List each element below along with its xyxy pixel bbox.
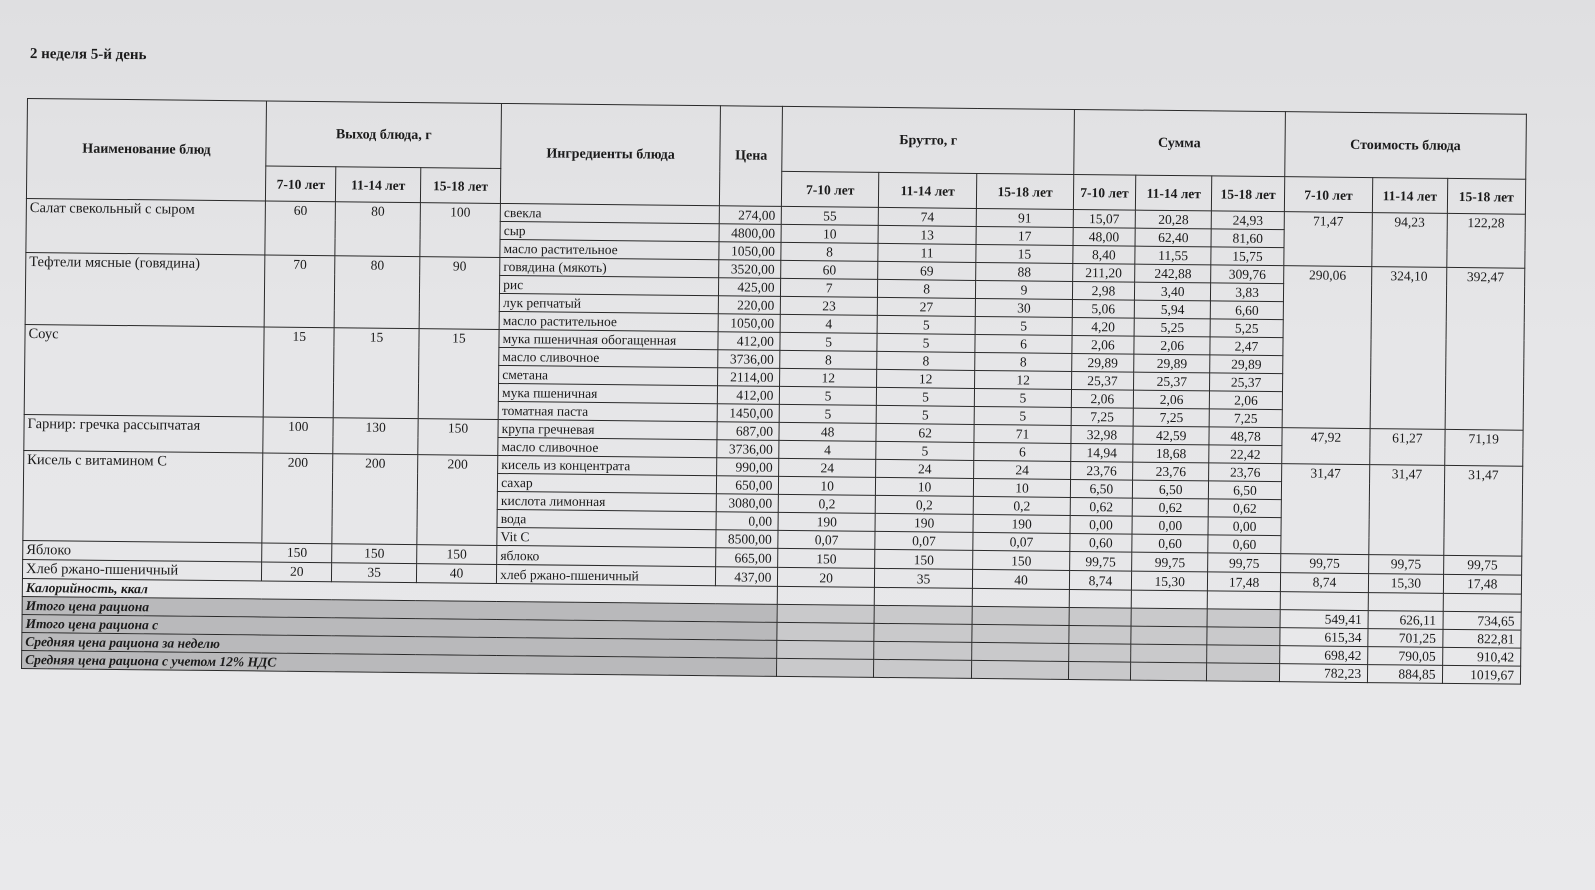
brutto-value: 6: [974, 442, 1071, 461]
ingredient-name: хлеб ржано-пшеничный: [497, 564, 716, 585]
summary-empty: [777, 658, 874, 677]
ingredient-price: 990,00: [717, 458, 779, 477]
dish-cost: 122,28: [1446, 213, 1525, 268]
brutto-value: 190: [973, 514, 1070, 533]
header-age-7-10: 7-10 лет: [1073, 174, 1136, 210]
ingredient-name: масло сливочное: [499, 347, 718, 367]
sum-value: 7,25: [1133, 408, 1210, 427]
sum-value: 211,20: [1072, 263, 1134, 282]
dish-yield: 200: [332, 454, 417, 545]
brutto-value: 62: [876, 423, 975, 442]
sum-value: 48,00: [1073, 227, 1135, 246]
sum-value: 42,59: [1133, 426, 1210, 445]
ingredient-name: сахар: [498, 473, 717, 493]
summary-empty: [873, 659, 972, 678]
sum-value: 5,25: [1134, 318, 1211, 337]
ingredient-price: 412,00: [717, 386, 779, 405]
brutto-value: 35: [874, 568, 973, 588]
header-cost: Стоимость блюда: [1284, 112, 1526, 180]
ingredient-name: говядина (мякоть): [500, 257, 719, 277]
brutto-value: 13: [878, 225, 977, 244]
brutto-value: 91: [977, 208, 1074, 227]
sum-value: 15,30: [1131, 571, 1208, 591]
summary-value: [1368, 593, 1443, 612]
sum-value: 32,98: [1071, 425, 1133, 444]
brutto-value: 5: [974, 406, 1071, 425]
sum-value: 0,60: [1208, 535, 1281, 554]
dish-cost: 17,48: [1443, 574, 1522, 594]
dish-name: Гарнир: гречка рассыпчатая: [24, 414, 263, 453]
dish-cost: 61,27: [1370, 429, 1445, 466]
ingredient-price: 412,00: [718, 332, 780, 351]
summary-empty: [1208, 591, 1281, 610]
dish-yield: 100: [263, 417, 334, 454]
sum-value: 24,93: [1212, 211, 1285, 230]
brutto-value: 10: [781, 224, 878, 243]
dish-cost: 99,75: [1443, 555, 1522, 575]
summary-value: 1019,67: [1442, 665, 1521, 684]
ingredient-name: масло растительное: [500, 239, 719, 259]
summary-empty: [1069, 625, 1131, 644]
sum-value: 0,60: [1132, 534, 1209, 553]
ingredient-name: свекла: [500, 203, 719, 223]
summary-value: 790,05: [1368, 647, 1443, 666]
brutto-value: 60: [781, 260, 878, 279]
sum-value: 15,75: [1211, 247, 1284, 266]
ingredient-name: рис: [500, 275, 719, 295]
ingredient-price: 650,00: [717, 476, 779, 495]
summary-value: 626,11: [1368, 611, 1443, 630]
header-age-7-10: 7-10 лет: [266, 166, 337, 202]
sum-value: 8,74: [1069, 570, 1131, 590]
ingredient-price: 3736,00: [717, 440, 779, 459]
ingredient-name: лук репчатый: [499, 293, 718, 313]
dish-cost: 15,30: [1369, 574, 1444, 594]
dish-yield: 130: [333, 418, 418, 455]
sum-value: 22,42: [1209, 445, 1282, 464]
brutto-value: 190: [778, 512, 875, 531]
ingredient-price: 3080,00: [716, 494, 778, 513]
brutto-value: 0,07: [875, 531, 974, 550]
ingredient-price: 665,00: [716, 548, 778, 568]
brutto-value: 55: [782, 206, 879, 225]
dish-cost: 99,75: [1280, 554, 1369, 574]
header-age-11-14: 11-14 лет: [1373, 178, 1448, 214]
ingredient-price: 0,00: [716, 512, 778, 531]
summary-empty: [874, 605, 973, 624]
dish-name: Яблоко: [23, 540, 262, 562]
summary-body: [22, 578, 1522, 684]
brutto-value: 0,07: [778, 530, 875, 549]
brutto-value: 7: [781, 278, 878, 297]
brutto-value: 5: [876, 405, 975, 424]
summary-empty: [777, 604, 874, 623]
brutto-value: 0,2: [974, 496, 1071, 515]
ingredient-price: 425,00: [719, 278, 781, 297]
summary-empty: [778, 586, 875, 605]
dish-name: Хлеб ржано-пшеничный: [22, 559, 261, 581]
sum-value: 7,25: [1210, 409, 1283, 428]
sum-value: 0,00: [1132, 516, 1209, 535]
dish-yield: 90: [419, 257, 500, 330]
summary-value: 782,23: [1279, 664, 1368, 683]
header-age-11-14: 11-14 лет: [336, 167, 421, 203]
ingredient-name: Vit C: [497, 527, 716, 547]
dish-yield: 35: [332, 563, 417, 583]
brutto-value: 10: [974, 478, 1071, 497]
ingredient-name: вода: [497, 509, 716, 529]
sum-value: 6,50: [1070, 479, 1132, 498]
header-dish-name: Наименование блюд: [26, 99, 266, 201]
summary-empty: [777, 622, 874, 641]
brutto-value: 24: [779, 458, 876, 477]
brutto-value: 5: [877, 315, 976, 334]
brutto-value: 17: [976, 226, 1073, 245]
summary-value: 615,34: [1280, 628, 1369, 647]
brutto-value: 5: [975, 388, 1072, 407]
brutto-value: 5: [877, 333, 976, 352]
summary-empty: [874, 623, 973, 642]
brutto-value: 74: [878, 207, 977, 226]
sum-value: 25,37: [1210, 373, 1283, 392]
brutto-value: 5: [975, 316, 1072, 335]
ingredient-price: 3736,00: [718, 350, 780, 369]
brutto-value: 190: [875, 513, 974, 532]
brutto-value: 40: [973, 569, 1070, 589]
brutto-value: 88: [976, 262, 1073, 281]
dish-yield: 200: [417, 455, 498, 546]
brutto-value: 8: [975, 352, 1072, 371]
ingredient-price: 220,00: [718, 296, 780, 315]
brutto-value: 0,2: [779, 494, 876, 513]
dish-yield: 150: [418, 419, 499, 456]
brutto-value: 12: [975, 370, 1072, 389]
brutto-value: 5: [780, 404, 877, 423]
dish-yield: 15: [418, 329, 499, 420]
sum-value: 15,07: [1073, 209, 1135, 228]
summary-value: 701,25: [1368, 629, 1443, 648]
sum-value: 81,60: [1211, 229, 1284, 248]
sum-value: 99,75: [1132, 552, 1209, 572]
ingredient-price: 4800,00: [719, 224, 781, 243]
brutto-value: 27: [877, 297, 976, 316]
brutto-value: 8: [780, 350, 877, 369]
summary-label: Итого цена рациона: [22, 596, 778, 622]
header-age-11-14: 11-14 лет: [1135, 175, 1212, 211]
ingredient-name: кислота лимонная: [497, 491, 716, 511]
header-age-15-18: 15-18 лет: [1212, 176, 1285, 212]
dish-cost: 31,47: [1443, 465, 1522, 556]
dish-yield: 150: [416, 545, 497, 565]
sum-value: 0,60: [1070, 533, 1132, 552]
sum-value: 29,89: [1134, 354, 1211, 373]
dish-name: Соус: [24, 324, 264, 416]
brutto-value: 15: [976, 244, 1073, 263]
summary-empty: [972, 624, 1069, 643]
sum-value: 18,68: [1133, 444, 1210, 463]
sum-value: 25,37: [1134, 372, 1211, 391]
brutto-value: 0,07: [973, 532, 1070, 551]
summary-label: Средняя цена рациона за неделю: [22, 632, 778, 658]
sum-value: 17,48: [1208, 572, 1281, 592]
summary-empty: [1207, 645, 1280, 664]
sum-value: 5,94: [1134, 300, 1211, 319]
header-price: Цена: [720, 106, 783, 207]
sum-value: 4,20: [1072, 317, 1134, 336]
dish-yield: 15: [263, 327, 334, 418]
ingredient-price: 1050,00: [718, 314, 780, 333]
summary-value: 734,65: [1443, 611, 1522, 630]
brutto-value: 24: [974, 460, 1071, 479]
summary-empty: [972, 606, 1069, 625]
ingredient-name: сметана: [499, 365, 718, 385]
brutto-value: 24: [875, 459, 974, 478]
dish-cost: 324,10: [1370, 267, 1446, 430]
summary-empty: [972, 642, 1069, 661]
ingredient-price: 8500,00: [716, 530, 778, 549]
brutto-value: 10: [875, 477, 974, 496]
summary-value: 822,81: [1442, 629, 1521, 648]
summary-empty: [1131, 662, 1208, 681]
dish-cost: 392,47: [1445, 267, 1525, 430]
sum-value: 0,00: [1070, 515, 1132, 534]
sum-value: 0,00: [1208, 517, 1281, 536]
sum-value: 8,40: [1073, 245, 1135, 264]
sum-value: 2,06: [1133, 390, 1210, 409]
sum-value: 14,94: [1071, 443, 1133, 462]
summary-empty: [1068, 661, 1130, 680]
brutto-value: 5: [876, 387, 975, 406]
dish-name: Кисель с витамином С: [23, 450, 263, 542]
dish-yield: 80: [335, 202, 420, 257]
brutto-value: 150: [973, 550, 1070, 570]
ingredient-name: кисель из концентрата: [498, 455, 717, 475]
dish-yield: 150: [332, 544, 417, 564]
summary-value: [1443, 593, 1522, 612]
brutto-value: 4: [781, 314, 878, 333]
summary-empty: [1069, 589, 1131, 608]
brutto-value: 20: [778, 567, 875, 587]
summary-empty: [874, 641, 973, 660]
summary-empty: [973, 588, 1070, 607]
ingredient-name: масло сливочное: [498, 437, 717, 457]
sum-value: 6,60: [1211, 301, 1284, 320]
brutto-value: 12: [876, 369, 975, 388]
sum-value: 2,47: [1210, 337, 1283, 356]
sum-value: 2,06: [1134, 336, 1211, 355]
dish-name: Тефтели мясные (говядина): [25, 252, 265, 326]
sum-value: 242,88: [1135, 264, 1212, 283]
sum-value: 0,62: [1209, 499, 1282, 518]
brutto-value: 8: [781, 242, 878, 261]
brutto-value: 48: [779, 422, 876, 441]
menu-body: [22, 198, 1525, 594]
dish-yield: 80: [335, 256, 420, 329]
summary-empty: [777, 640, 874, 659]
sum-value: 3,40: [1135, 282, 1212, 301]
sum-value: 29,89: [1071, 353, 1133, 372]
brutto-value: 8: [877, 279, 976, 298]
sum-value: 2,06: [1071, 389, 1133, 408]
dish-cost: 8,74: [1280, 573, 1369, 593]
dish-name: Салат свекольный с сыром: [26, 198, 266, 255]
summary-value: 698,42: [1279, 646, 1368, 665]
sum-value: 23,76: [1209, 463, 1282, 482]
dish-cost: 290,06: [1282, 266, 1372, 429]
brutto-value: 150: [874, 549, 973, 569]
brutto-value: 23: [781, 296, 878, 315]
menu-sheet: [21, 98, 1527, 685]
summary-empty: [1131, 626, 1208, 645]
header-sum: Сумма: [1074, 109, 1286, 176]
ingredient-name: мука пшеничная обогащенная: [499, 329, 718, 349]
ingredient-name: сыр: [500, 221, 719, 241]
sum-value: 2,98: [1072, 281, 1134, 300]
summary-empty: [874, 587, 973, 606]
brutto-value: 69: [878, 261, 977, 280]
summary-empty: [1069, 607, 1131, 626]
brutto-value: 5: [780, 386, 877, 405]
menu-table: [21, 98, 1527, 685]
brutto-value: 12: [780, 368, 877, 387]
brutto-value: 30: [976, 298, 1073, 317]
brutto-value: 9: [976, 280, 1073, 299]
dish-yield: 60: [265, 201, 336, 256]
header-age-15-18: 15-18 лет: [977, 173, 1074, 209]
ingredient-price: 274,00: [719, 206, 781, 225]
ingredient-price: 437,00: [716, 567, 778, 587]
sum-value: 309,76: [1211, 265, 1284, 284]
brutto-value: 0,2: [875, 495, 974, 514]
summary-value: 884,85: [1368, 665, 1443, 684]
summary-value: [1280, 592, 1369, 611]
sum-value: 99,75: [1208, 553, 1281, 573]
brutto-value: 8: [877, 351, 976, 370]
ingredient-price: 1450,00: [717, 404, 779, 423]
summary-empty: [1131, 608, 1208, 627]
sum-value: 23,76: [1070, 461, 1132, 480]
ingredient-name: мука пшеничная: [499, 383, 718, 403]
sum-value: 6,50: [1132, 480, 1209, 499]
sum-value: 25,37: [1071, 371, 1133, 390]
dish-yield: 100: [420, 203, 501, 258]
sum-value: 29,89: [1210, 355, 1283, 374]
summary-empty: [972, 660, 1069, 679]
dish-yield: 20: [262, 562, 333, 582]
sum-value: 7,25: [1071, 407, 1133, 426]
brutto-value: 71: [974, 424, 1071, 443]
brutto-value: 150: [778, 548, 875, 568]
sum-value: 0,62: [1132, 498, 1209, 517]
dish-cost: 94,23: [1372, 213, 1447, 268]
header-brutto: Брутто, г: [782, 106, 1074, 174]
dish-cost: 99,75: [1369, 555, 1444, 575]
ingredient-name: крупа гречневая: [498, 419, 717, 439]
header-age-7-10: 7-10 лет: [782, 171, 879, 207]
header-ingredients: Ингредиенты блюда: [501, 103, 721, 205]
brutto-value: 4: [779, 440, 876, 459]
brutto-value: 5: [780, 332, 877, 351]
summary-empty: [1207, 627, 1280, 646]
header-age-15-18: 15-18 лет: [1447, 178, 1526, 214]
header-age-15-18: 15-18 лет: [420, 168, 501, 204]
ingredient-price: 687,00: [717, 422, 779, 441]
summary-label: Калорийность, ккал: [22, 578, 778, 604]
dish-yield: 150: [262, 543, 333, 563]
summary-empty: [1131, 644, 1208, 663]
summary-label: Итого цена рациона с: [22, 614, 778, 640]
ingredient-price: 3520,00: [719, 260, 781, 279]
sum-value: 11,55: [1135, 246, 1212, 265]
summary-label: Средняя цена рациона с учетом 12% НДС: [22, 650, 778, 676]
dish-yield: 15: [334, 328, 419, 419]
brutto-value: 10: [779, 476, 876, 495]
sum-value: 23,76: [1133, 462, 1210, 481]
sum-value: 3,83: [1211, 283, 1284, 302]
header-yield: Выход блюда, г: [266, 101, 502, 168]
ingredient-name: яблоко: [497, 545, 716, 566]
summary-value: 549,41: [1280, 610, 1369, 629]
sum-value: 48,78: [1209, 427, 1282, 446]
ingredient-price: 1050,00: [719, 242, 781, 261]
sum-value: 5,25: [1210, 319, 1283, 338]
summary-value: 910,42: [1442, 647, 1521, 666]
dish-cost: 71,47: [1284, 212, 1373, 267]
header-age-7-10: 7-10 лет: [1284, 177, 1373, 213]
sum-value: 62,40: [1135, 228, 1212, 247]
sum-value: 5,06: [1072, 299, 1134, 318]
brutto-value: 5: [876, 441, 975, 460]
brutto-value: 11: [878, 243, 977, 262]
sum-value: 0,62: [1070, 497, 1132, 516]
dish-yield: 200: [262, 453, 333, 544]
sum-value: 20,28: [1135, 210, 1212, 229]
ingredient-name: томатная паста: [498, 401, 717, 421]
dish-cost: 31,47: [1369, 465, 1444, 556]
dish-yield: 40: [416, 564, 497, 584]
ingredient-price: 2114,00: [718, 368, 780, 387]
summary-empty: [1207, 663, 1280, 682]
brutto-value: 6: [975, 334, 1072, 353]
dish-yield: 70: [264, 255, 335, 328]
dish-cost: 71,19: [1444, 429, 1523, 466]
dish-cost: 31,47: [1281, 464, 1370, 555]
ingredient-name: масло растительное: [499, 311, 718, 331]
summary-empty: [1207, 609, 1280, 628]
sum-value: 6,50: [1209, 481, 1282, 500]
page-title: 2 неделя 5-й день: [29, 46, 147, 64]
header-age-11-14: 11-14 лет: [878, 172, 977, 208]
dish-cost: 47,92: [1281, 428, 1370, 465]
summary-empty: [1068, 643, 1130, 662]
sum-value: 99,75: [1069, 551, 1131, 571]
sum-value: 2,06: [1072, 335, 1134, 354]
sum-value: 2,06: [1210, 391, 1283, 410]
summary-empty: [1131, 590, 1208, 609]
